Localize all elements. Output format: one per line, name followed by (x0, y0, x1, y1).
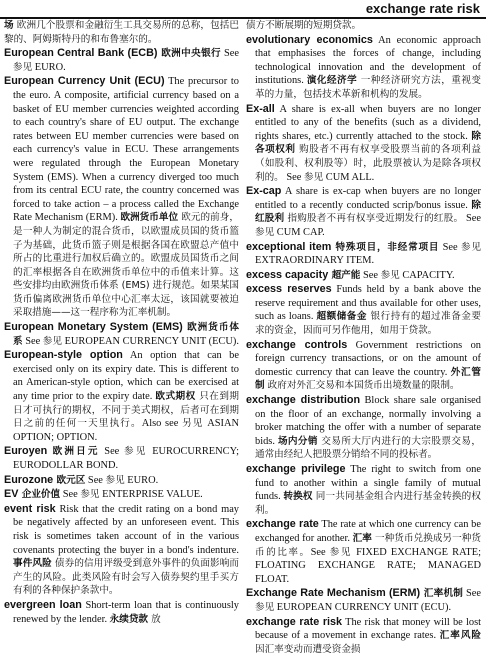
chinese-text: 债券的信用评级受到意外事件的负面影响而产生的风险。此类风险有时会写入债券契约里手买方有利的各种保护条款中。 (13, 558, 239, 597)
dictionary-entry (4, 75, 239, 320)
headword: exchange privilege (246, 463, 346, 475)
chinese-headword: 场 (4, 20, 14, 31)
chinese-headword: 企业价值 (18, 489, 61, 501)
headword: Eurozone (4, 473, 54, 486)
english-text: See (60, 489, 81, 501)
chinese-headword: 汇率风险 (439, 630, 481, 642)
chinese-text: 参见 (105, 474, 125, 486)
english-text: CUM ALL. (323, 171, 375, 183)
chinese-headword: 超产能 (328, 269, 361, 281)
english-text: See (310, 546, 330, 558)
headword: evergreen loan (4, 598, 82, 611)
dictionary-entry (4, 488, 239, 502)
english-text: ENTERPRISE VALUE. (99, 489, 203, 501)
chinese-headword: 欧洲中央银行 (157, 48, 222, 60)
headword: Ex-cap (246, 185, 282, 198)
dictionary-entry (4, 47, 239, 74)
chinese-text: 放 (148, 613, 161, 625)
chinese-text: 交易所大厅内进行的大宗股票交易，通常由经纪人把股票分销给不同的投标者。 (255, 435, 481, 461)
chinese-text: 欧元的前身，是一种人为制定的混合货币，以欧盟成员国的货币篮子为基础，此货币篮子则是根据各国在欧盟总产值中所占的比重进行加权后确立的。欧盟成员国货币之间的汇率根据各自在欧洲货币单位中的币值来计算。这些安排均由欧洲货币体系 (EMS) 进行规范。如果某国货币偏离欧洲货币单位中心汇率太远，该国就要被迫采取措施——这一程序称为汇率机制。 (13, 212, 239, 319)
headword: EV (4, 488, 19, 501)
dictionary-entry (246, 283, 481, 337)
chinese-text: 因汇率变动而遭受资金损 (255, 643, 361, 655)
english-text: See (439, 241, 462, 253)
dictionary-entry (4, 349, 239, 444)
chinese-text: 一种经济研究方法，重视变革的力量，包括技术革新和机构的发展。 (255, 75, 481, 100)
english-text: Short-term loan that is continuously renewed by the lender. (13, 599, 239, 625)
headword: exchange distribution (246, 394, 361, 407)
english-text: The precursor to the euro. A composite, artificial currency based on a basket of EU member currencies weighted according to each country's share of EU output. The exchange rates between EU member currencies were based on each currency's value in ECU. These arrangements were regulated through the European Monetary System (EMS). When a currency diverged too much from its central ECU rate, the country concerned was forced to take action – a process called the Exchange Rate Mechanism (ERM). (13, 76, 239, 224)
dictionary-entry (246, 103, 481, 185)
english-text: EUROPEAN CURRENCY UNIT (ECU). (274, 601, 452, 613)
chinese-headword: 欧洲货币体系 (13, 322, 239, 347)
chinese-text: 银行持有的超过准备金要求的资金，因而可另作他用，如用于贷款。 (255, 311, 481, 337)
left-column (4, 19, 239, 665)
chinese-headword: 欧元区 (53, 474, 86, 486)
chinese-headword: 外汇管制 (255, 366, 481, 392)
english-text: See (463, 213, 481, 225)
headword: European Monetary System (EMS) (4, 321, 183, 334)
english-text: Block share sale organised on the floor of an exchange, normally involving a broker matching the offer with a number of separate bids. (255, 395, 481, 447)
headword: evolutionary economics (246, 33, 373, 46)
dictionary-entry (246, 34, 481, 102)
english-text: The right to switch from one fund to another within a single family of mutual funds. (255, 464, 481, 503)
english-text: See (99, 446, 125, 458)
chinese-text: 另见 (182, 418, 204, 430)
headword: Euroyen (4, 445, 48, 458)
chinese-headword: 转换权 (283, 491, 313, 503)
headword: exceptional item (246, 240, 332, 253)
dictionary-entry (4, 19, 239, 46)
chinese-text: 购股者不再有权享受股票当前的各项利益（如股利、权利股等）时，此股票被认为是除各项权利的。 (255, 144, 481, 183)
english-text: Also see (141, 418, 183, 430)
dictionary-entry (246, 241, 481, 268)
chinese-headword: 汇率机制 (420, 588, 464, 600)
english-text: See (463, 588, 481, 600)
running-head: exchange rate risk (365, 1, 480, 16)
dictionary-entry (246, 394, 481, 462)
page-header (0, 0, 486, 18)
headword: European Central Bank (ECB) (4, 47, 158, 60)
chinese-text: 参见 (255, 601, 275, 613)
english-text: See (283, 171, 304, 183)
chinese-headword: 除各项权利 (255, 130, 481, 156)
chinese-text: 参见 (80, 489, 100, 501)
chinese-headword: 演化经济学 (306, 75, 358, 87)
headword: event risk (4, 502, 56, 515)
dictionary-entry (4, 503, 239, 598)
english-text: See (22, 335, 43, 347)
chinese-headword: 欧式期权 (155, 391, 196, 403)
chinese-text: 参见 (42, 335, 62, 347)
chinese-headword: 欧洲货币单位 (120, 212, 179, 224)
english-text: The risk that money will be lost because of a movement in exchange rates. (255, 616, 481, 642)
chinese-text: 参见 (255, 226, 275, 238)
english-text: EURO. (124, 474, 159, 486)
chinese-text: 参见 (461, 241, 481, 253)
chinese-text: 政府对外汇交易和本国货币出境数量的限制。 (264, 380, 460, 392)
chinese-headword: 事件风险 (13, 558, 52, 570)
english-text: A share is ex-all when buyers are no longer entitled to any of the benefits (such as a dividend, rights shares, etc.) currently attached to the stock. (255, 103, 481, 142)
chinese-text: 参见 (124, 446, 148, 458)
dictionary-entry (4, 321, 239, 348)
english-text: CAPACITY. (399, 269, 455, 281)
english-text: See (221, 48, 239, 60)
dictionary-entry (4, 474, 239, 488)
dictionary-entry (4, 599, 239, 626)
dictionary-entry (4, 445, 239, 472)
headword: European-style option (4, 349, 123, 362)
dictionary-entry (246, 518, 481, 586)
headword: exchange controls (246, 338, 348, 351)
english-text: FIXED EXCHANGE RATE; FLOATING EXCHANGE RATE; MANAGED FLOAT. (255, 546, 481, 585)
dictionary-entry (246, 587, 481, 614)
chinese-headword: 超额储备金 (316, 311, 367, 323)
chinese-text: 参见 (329, 546, 353, 558)
english-text: EURO. (32, 61, 66, 73)
headword: exchange rate risk (246, 615, 343, 628)
english-text: An economic approach that emphasises the forces of change, including technological innovation and the development of institutions. (255, 34, 481, 87)
headword: Exchange Rate Mechanism (ERM) (246, 587, 421, 600)
chinese-text: 只在到期日才可执行的期权，不同于美式期权，后者可在到期日之前的任何一天里执行。 (13, 391, 239, 430)
dictionary-entry (246, 19, 481, 33)
chinese-text: 同一共同基金组合内进行基金转换的权利。 (255, 491, 481, 516)
chinese-text: 一种货币兑换成另一种货币的比率。 (255, 532, 481, 558)
chinese-text: 参见 (380, 269, 400, 281)
english-text: A share is ex-cap when buyers are no longer entitled to a recently conducted scrip/bonus issue. (255, 186, 481, 211)
headword: excess capacity (246, 268, 329, 281)
english-text: CUM CAP. (274, 226, 325, 238)
chinese-text: 债方不断展期的短期贷款。 (246, 20, 362, 31)
english-text: EXTRAORDINARY ITEM. (255, 255, 375, 267)
chinese-text: 参见 (303, 171, 324, 183)
english-text: EUROPEAN CURRENCY UNIT (ECU). (61, 335, 239, 347)
chinese-headword: 汇率 (352, 532, 372, 544)
dictionary-entry (246, 269, 481, 283)
english-text: Funds held by a bank above the reserve requirement and thus available for other uses, such as loans. (255, 284, 481, 323)
dictionary-entry (246, 616, 481, 657)
chinese-headword: 除红股利 (255, 199, 481, 225)
english-text: Risk that the credit rating on a bond may be negatively affected by an unforeseen event. This risk is sometimes taken account of in the various covenants protecting the buyer in a bond's indenture. (13, 503, 239, 556)
headword: Ex-all (246, 102, 275, 115)
english-text: EUROCURRENCY; EURODOLLAR BOND. (13, 446, 239, 471)
dictionary-entry (246, 463, 481, 517)
english-text: See (360, 269, 381, 281)
headword: European Currency Unit (ECU) (4, 75, 165, 88)
dictionary-entry (246, 185, 481, 239)
chinese-text: 指购股者不再有权享受近期发行的红股。 (284, 213, 464, 225)
chinese-text: 欧洲几个股票和金融衍生工具交易所的总称，包括巴黎的、阿姆斯特丹的和布鲁塞尔的。 (4, 20, 239, 45)
headword: excess reserves (246, 283, 332, 296)
dictionary-entry (246, 339, 481, 393)
chinese-text: 参见 (13, 61, 33, 73)
english-text: Government restrictions on foreign currency transactions, or on the amount of domestic currency that can leave the country. (255, 339, 481, 378)
headword: exchange rate (246, 518, 319, 531)
english-text: The rate at which one currency can be exchanged for another. (255, 519, 481, 544)
english-text: See (85, 474, 106, 486)
chinese-headword: 场内分销 (277, 435, 318, 447)
chinese-headword: 欧洲日元 (47, 446, 100, 458)
right-column (246, 19, 481, 665)
english-text: ASIAN OPTION; OPTION. (13, 418, 239, 443)
chinese-headword: 特殊项目，非经常项目 (331, 241, 440, 253)
english-text: An option that can be exercised only on its expiry date. This is different to an American-style option, which can be exercised at any time prior to the expiry date. (13, 350, 239, 403)
chinese-headword: 永续贷款 (109, 613, 149, 625)
